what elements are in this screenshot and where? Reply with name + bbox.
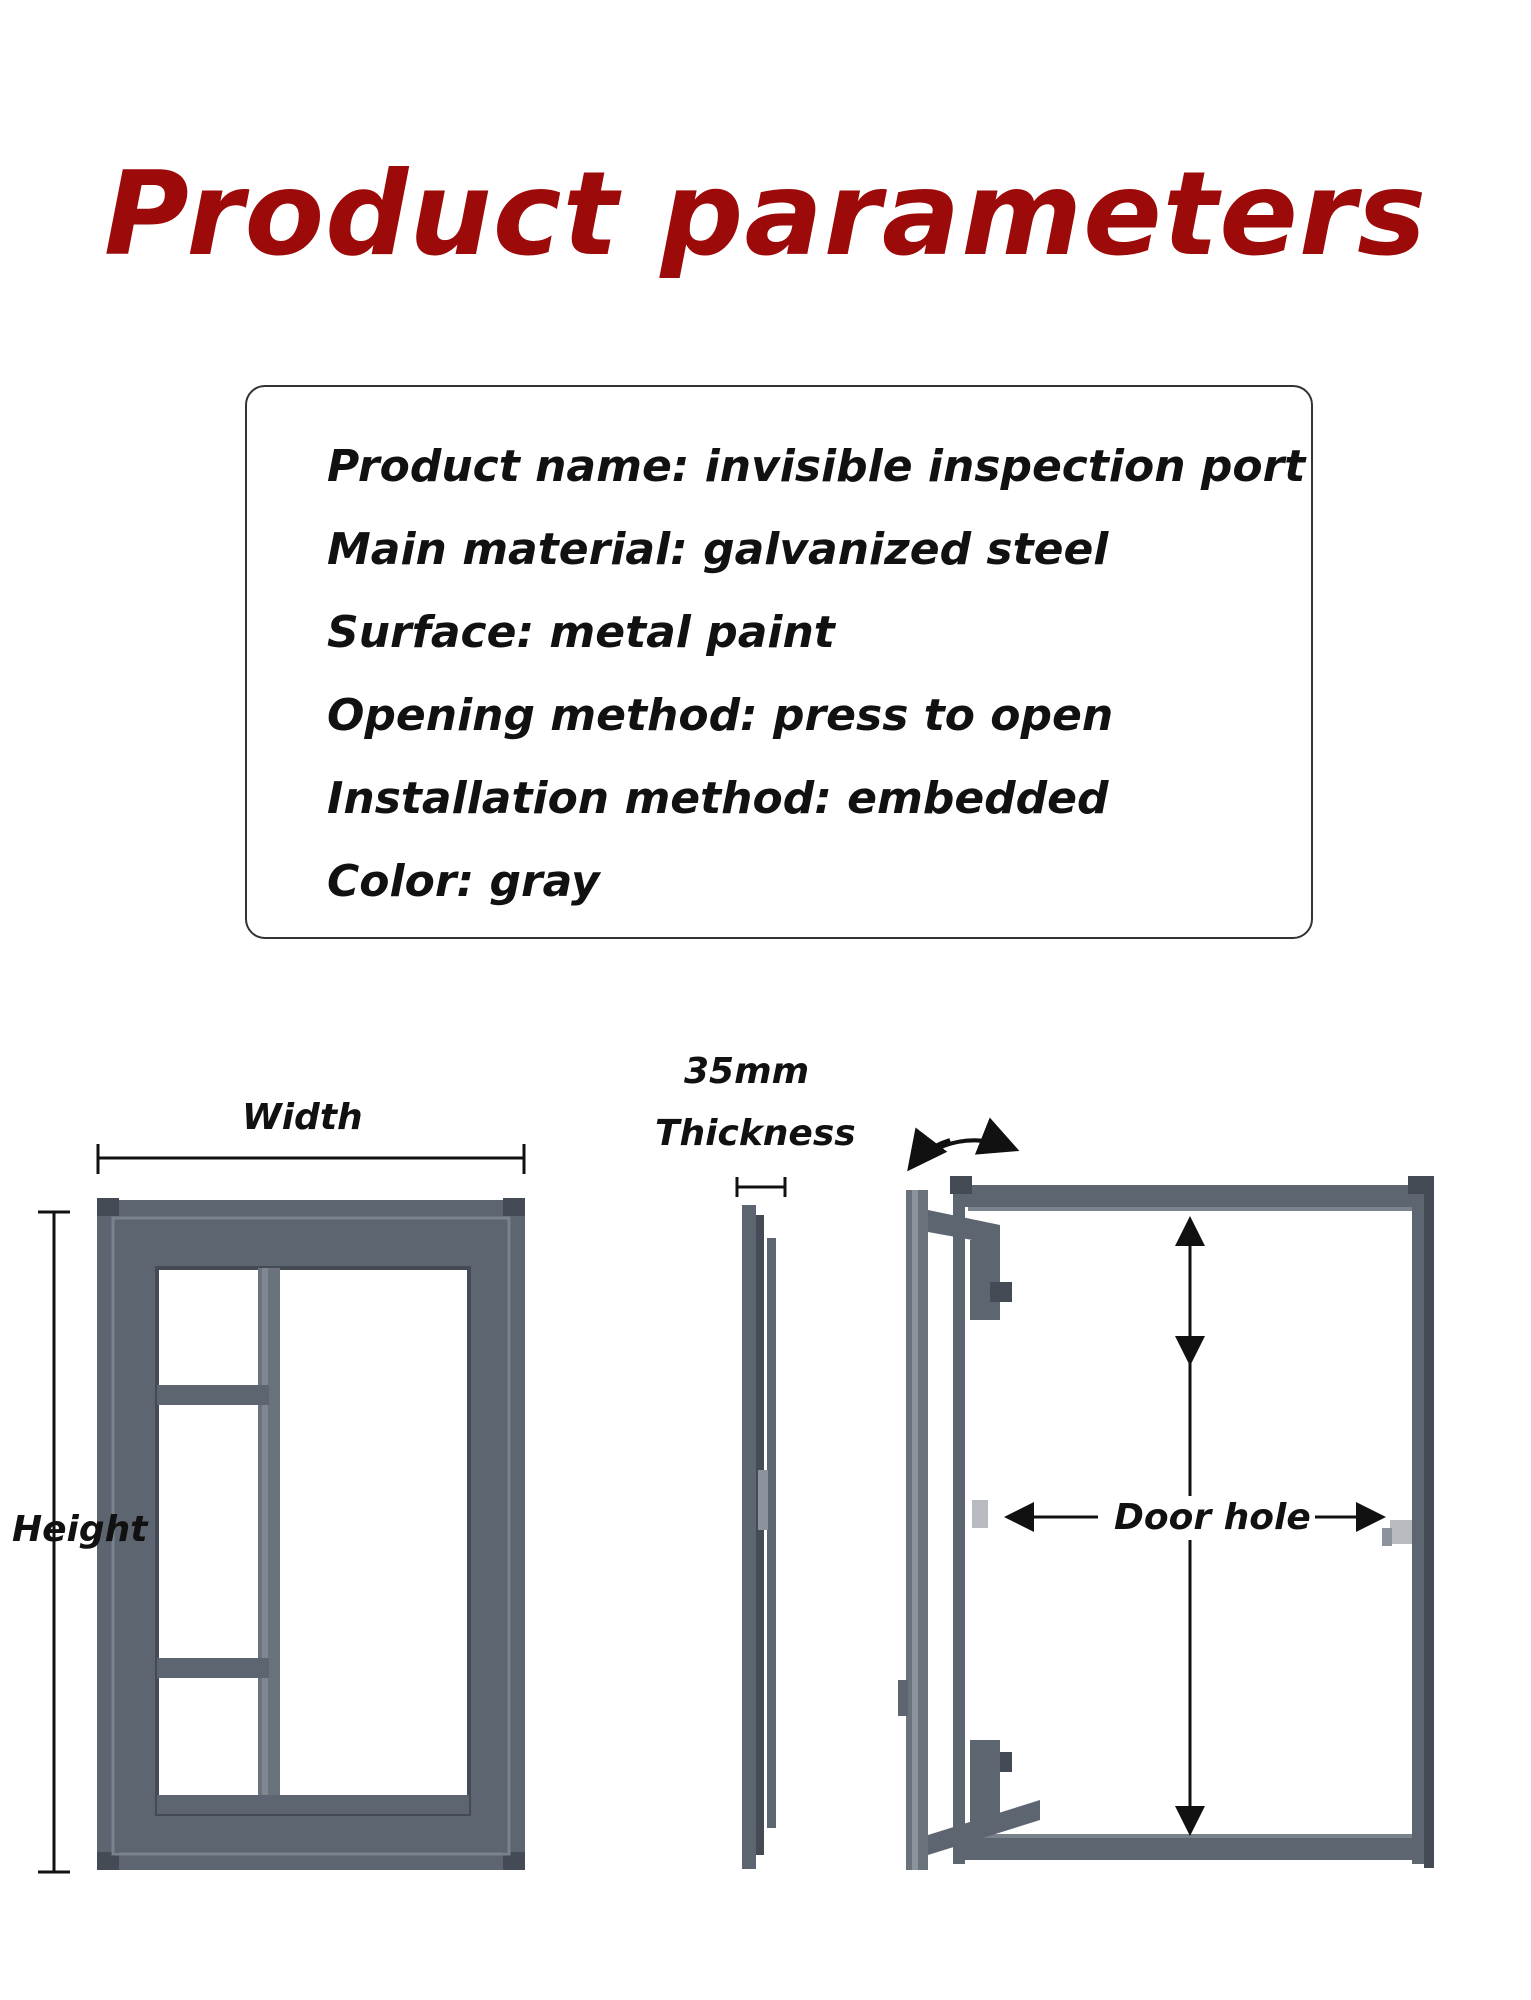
param-surface: Surface: metal paint xyxy=(327,607,835,658)
param-color: Color: gray xyxy=(327,856,600,907)
param-installation-method: Installation method: embedded xyxy=(327,773,1109,824)
param-opening-method: Opening method: press to open xyxy=(327,690,1114,741)
front-view-frame xyxy=(97,1198,525,1870)
width-dimension xyxy=(98,1144,524,1174)
thickness-value: 35mm xyxy=(684,1051,810,1092)
height-label: Height xyxy=(12,1509,148,1550)
width-label: Width xyxy=(242,1097,363,1138)
param-product-name: Product name: invisible inspection port xyxy=(327,441,1306,492)
swing-arrow-icon xyxy=(912,1140,1012,1165)
door-hole-label: Door hole xyxy=(1110,1496,1315,1540)
page-title: Product parameters xyxy=(103,147,1428,282)
side-view-frame xyxy=(742,1205,776,1869)
param-main-material: Main material: galvanized steel xyxy=(327,524,1109,575)
thickness-label: Thickness xyxy=(655,1113,856,1154)
thickness-dimension xyxy=(737,1177,785,1197)
